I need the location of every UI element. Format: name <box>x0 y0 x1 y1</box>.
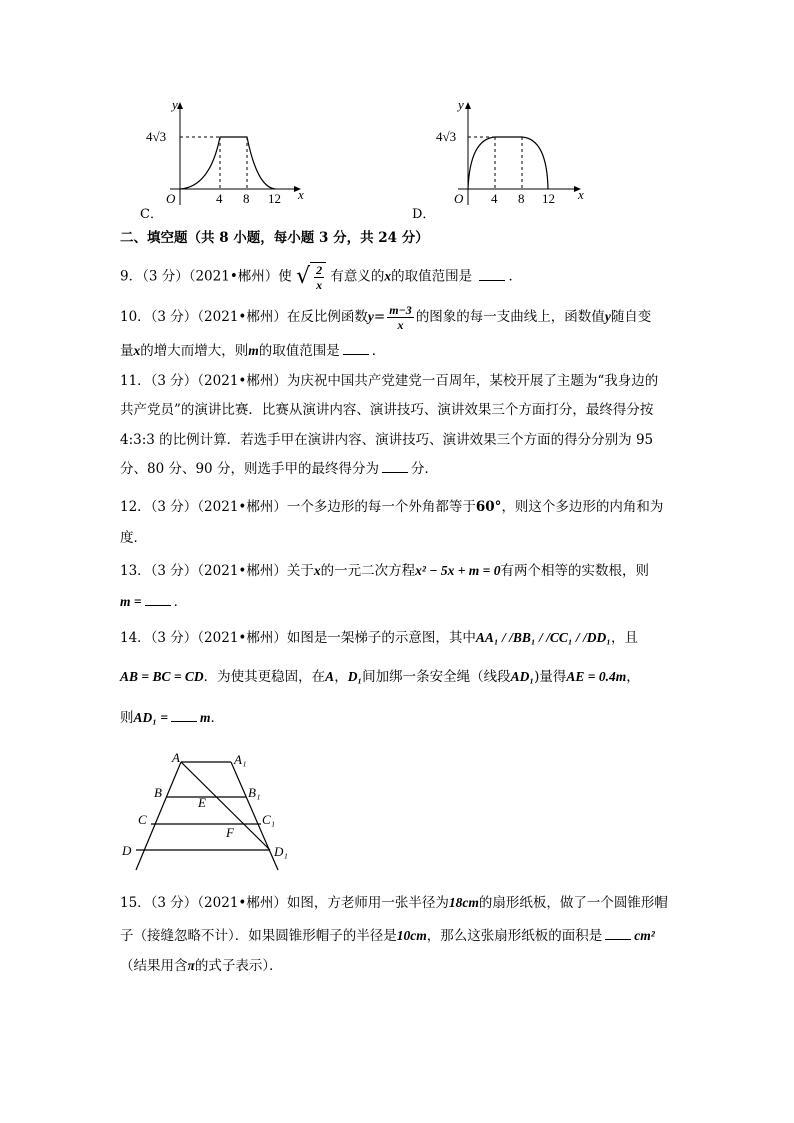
q9-end: ． <box>508 268 522 285</box>
question-9 <box>120 262 522 292</box>
q12-angle: 60° <box>475 499 502 515</box>
question-12-line1 <box>120 497 663 517</box>
q10-den: x <box>397 318 404 332</box>
q13-line1-b: 的一元二次方程 <box>320 563 416 579</box>
q13-equation: x² − 5x + m = 0 <box>415 563 501 578</box>
q9-sqrt-den: x <box>316 278 323 292</box>
q14-line3-a: 则 <box>120 710 134 726</box>
q14-pt-d1: D₁ <box>347 669 363 684</box>
q9-prefix: 9．（3 分）（2021•郴州）使 <box>120 268 292 285</box>
ladder-label-b: B <box>154 785 162 800</box>
question-11-line4 <box>120 459 438 479</box>
q13-line1-c: 有两个相等的实数根，则 <box>500 563 650 579</box>
q14-line1-a: 14．（3 分）（2021•郴州）如图是一架梯子的示意图，其中 <box>120 630 476 646</box>
graph-c-x-label: x <box>298 187 304 202</box>
q10-fraction <box>387 303 414 332</box>
graph-d-curve <box>468 137 548 189</box>
q15-line3-a: （结果用含 <box>120 958 188 974</box>
q14-line2-b: 间加绑一条安全绳（线段 <box>362 669 511 685</box>
graph-c-curve <box>180 137 275 189</box>
q12-line1-a: 12．（3 分）（2021•郴州）一个多边形的每一个外角都等于 <box>120 499 476 515</box>
ladder-label-b1: B₁ <box>248 785 261 800</box>
q14-eq: AB = BC = CD <box>120 669 204 684</box>
q11-answer-blank[interactable] <box>382 460 408 473</box>
q14-line3-end: ． <box>210 710 225 726</box>
q10-prefix: 10．（3 分）（2021•郴州）在反比例函数 <box>120 309 368 325</box>
q14-ae: AE = 0.4m <box>566 669 627 684</box>
q11-line4-b: 分． <box>410 461 438 477</box>
graph-c <box>140 95 310 220</box>
q10-var-x: x <box>133 343 141 358</box>
q14-ad1: AD₁ = <box>133 710 169 725</box>
question-13-line1 <box>120 561 649 581</box>
q14-sep: ， <box>334 669 348 685</box>
graph-d-origin: O <box>454 191 464 206</box>
graph-d-x-tick-8: 8 <box>518 191 525 206</box>
question-14-line2 <box>120 667 640 687</box>
ladder-label-d1: D₁ <box>274 844 288 859</box>
question-11-line1: 11．（3 分）（2021•郴州）为庆祝中国共产党建党一百周年，某校开展了主题为“我身边的 <box>120 373 659 389</box>
graph-c-x-tick-8: 8 <box>243 191 250 206</box>
graph-c-origin: O <box>166 191 176 206</box>
q14-seg: AD₁ <box>510 669 535 684</box>
q13-var: x <box>313 563 321 578</box>
q9-sqrt-num: 2 <box>316 263 323 277</box>
ladder-label-c1: C₁ <box>262 812 276 827</box>
q15-line2-a: 子（接缝忽略不计）．如果圆锥形帽子的半径是 <box>120 928 397 944</box>
section-heading: 二、填空题（共 8 小题，每小题 3 分，共 24 分） <box>120 230 429 246</box>
graph-d-x-tick-4: 4 <box>491 191 498 206</box>
q14-answer-blank[interactable] <box>171 709 197 722</box>
ladder-label-d: D <box>122 843 132 858</box>
q14-line2-a: ．为使其更稳固，在 <box>203 669 326 685</box>
q13-line1-a: 13．（3 分）（2021•郴州）关于 <box>120 563 314 579</box>
graph-c-y-label: y <box>172 97 178 112</box>
q10-var-m: m <box>248 343 259 358</box>
q10-line2-a: 量 <box>120 343 134 359</box>
graph-d-y-tick: 4√3 <box>436 129 457 144</box>
q13-m: m = <box>120 594 142 609</box>
graph-d-svg <box>420 95 590 220</box>
ladder-label-f: F <box>226 825 234 840</box>
ladder-label-a: A <box>172 750 180 765</box>
q10-line2-b: 的增大而增大，则 <box>140 343 249 359</box>
q15-unit: cm² <box>634 928 655 943</box>
q14-parallels: AA₁ / /BB₁ / /CC₁ / /DD₁ <box>475 630 611 645</box>
question-10-line1 <box>120 303 651 332</box>
graph-c-x-tick-4: 4 <box>216 191 223 206</box>
q15-r2: 10cm <box>396 928 427 943</box>
graph-d-y-label: y <box>458 97 464 112</box>
radical-sign: √ <box>296 264 311 289</box>
q10-suffix: 的图象的每一支曲线上，函数值 <box>415 309 605 325</box>
question-15-line3 <box>120 956 283 976</box>
option-c-label: C． <box>140 207 163 222</box>
question-12-line2: 度． <box>120 530 147 546</box>
question-10-line2 <box>120 341 385 361</box>
question-11-line2: 共产党员”的演讲比赛．比赛从演讲内容、演讲技巧、演讲效果三个方面打分，最终得分按 <box>120 402 654 418</box>
q10-line2-c: 的取值范围是 <box>258 343 340 359</box>
q9-var: x <box>384 268 392 284</box>
ladder-label-a1: A₁ <box>234 752 247 767</box>
q14-line1-b: ，且 <box>611 630 638 646</box>
graph-c-y-tick: 4√3 <box>146 129 167 144</box>
q14-line2-c: )量得 <box>534 669 567 685</box>
q9-sqrt <box>296 262 326 292</box>
ladder-label-c: C <box>138 812 147 827</box>
q15-pi: π <box>187 958 195 973</box>
q9-mid: 有意义的 <box>330 268 385 285</box>
q15-line1-a: 15．（3 分）（2021•郴州）如图，方老师用一张半径为 <box>120 895 449 911</box>
q14-line2-d: ， <box>626 669 640 685</box>
q11-line4-a: 分、80 分、90 分，则选手甲的最终得分为 <box>120 461 379 477</box>
graph-d-x-label: x <box>578 187 584 202</box>
q14-pt-a: A <box>325 669 335 684</box>
ladder-figure <box>118 750 308 875</box>
q15-answer-blank[interactable] <box>605 927 631 940</box>
question-11-line3: 4:3:3 的比例计算．若选手甲在演讲内容、演讲技巧、演讲效果三个方面的得分分别为 95 <box>120 432 654 448</box>
option-d-label: D． <box>412 207 436 222</box>
q10-end: ． <box>371 343 386 359</box>
graph-d-x-tick-12: 12 <box>542 191 555 206</box>
q10-eq: = <box>373 309 386 325</box>
q15-line2-b: ，那么这张扇形纸板的面积是 <box>426 928 603 944</box>
q13-answer-blank[interactable] <box>145 593 171 606</box>
q10-answer-blank[interactable] <box>343 342 369 355</box>
q10-num: m−3 <box>389 303 412 317</box>
question-15-line1 <box>120 893 668 913</box>
q15-r1: 18cm <box>448 895 479 910</box>
q10-suffix2: 随自变 <box>610 309 652 325</box>
q12-line1-b: ，则这个多边形的内角和为 <box>501 499 664 515</box>
q10-func-y: y <box>367 309 374 324</box>
graph-c-x-tick-12: 12 <box>268 191 281 206</box>
q15-line1-b: 的扇形纸板，做了一个圆锥形帽 <box>478 895 668 911</box>
question-14-line1 <box>120 628 638 648</box>
graph-d <box>420 95 590 220</box>
question-13-line2 <box>120 592 187 612</box>
question-15-line2 <box>120 926 655 946</box>
q10-var-y: y <box>604 309 611 324</box>
q9-answer-blank[interactable] <box>479 268 505 281</box>
q9-suffix: 的取值范围是 <box>391 268 473 285</box>
q13-line2-b: ． <box>173 594 188 610</box>
question-14-line3 <box>120 708 224 728</box>
ladder-label-e: E <box>198 795 206 810</box>
q14-unit-m: m <box>200 710 211 725</box>
q15-line3-b: 的式子表示）． <box>194 958 283 974</box>
